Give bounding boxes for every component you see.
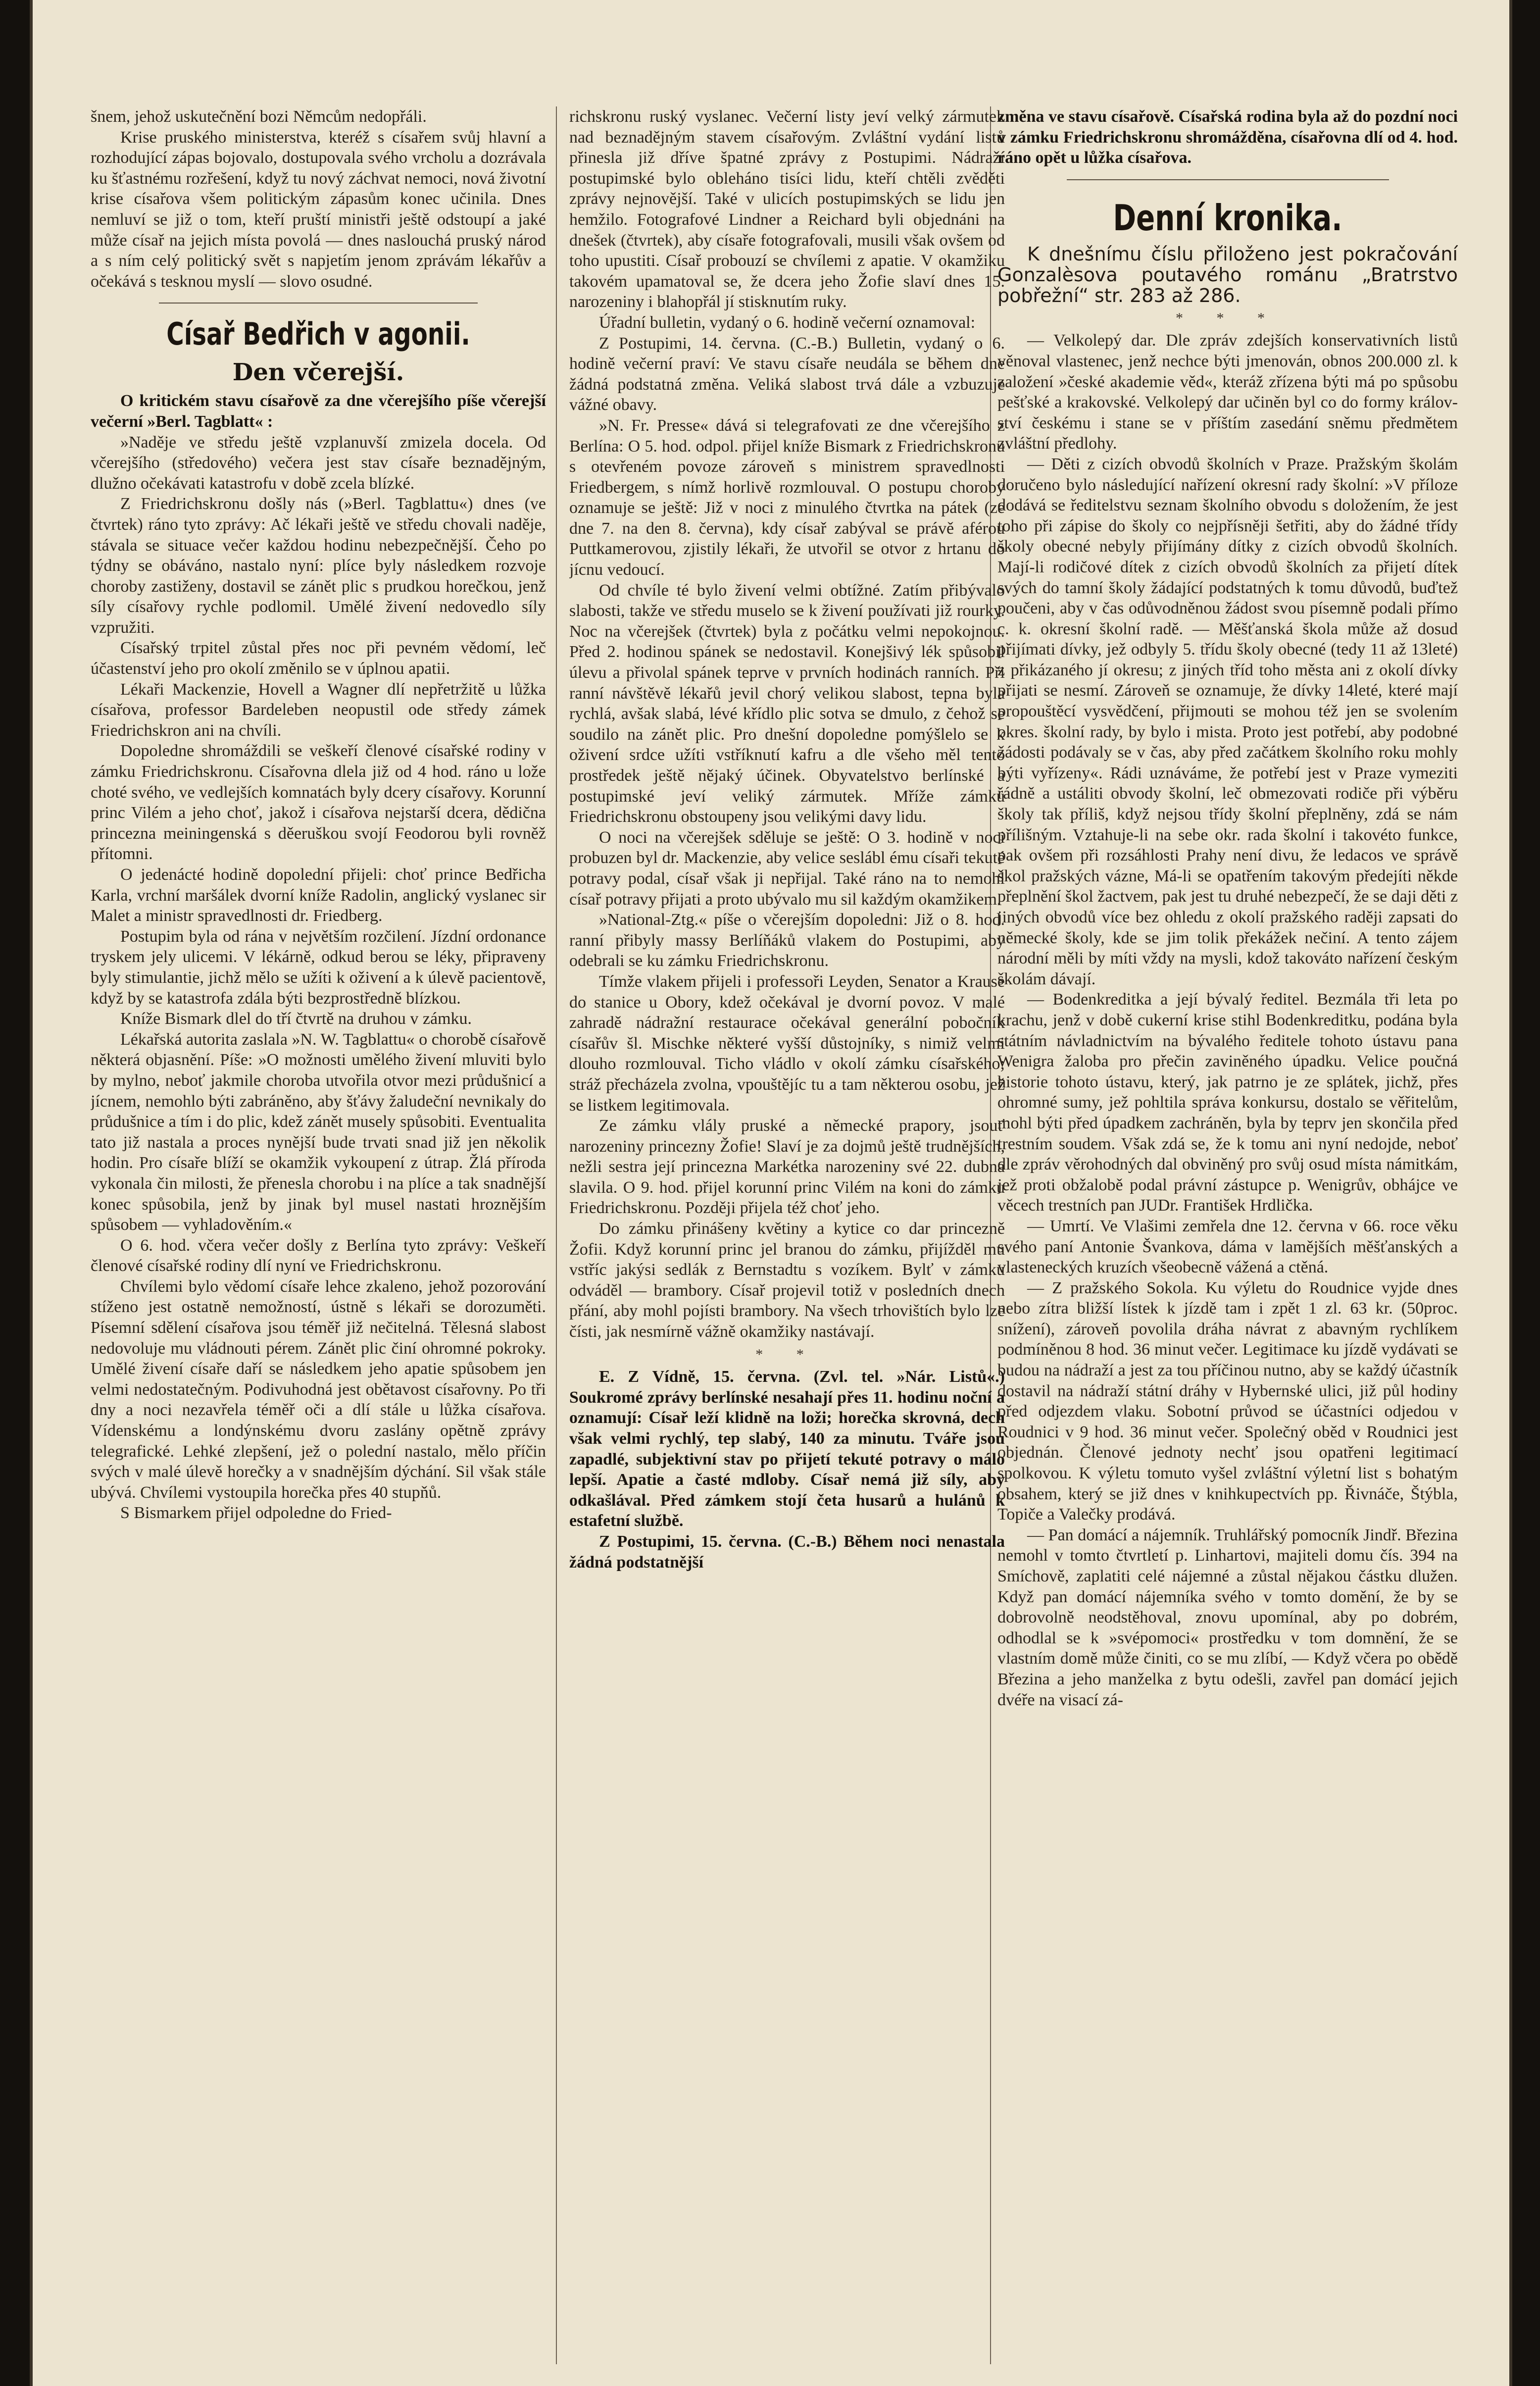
section-stars: * * * — [1176, 309, 1280, 326]
paragraph: O 6. hod. včera večer došly z Berlína tyto zprávy: Veškeří členové císařské rodiny dlí nyní ve Friedrichskronu. — [91, 1236, 546, 1275]
paragraph: »Naděje ve středu ještě vzplanuvší zmizela docela. Od včerejšího (středového) večera jest stav císaře beznadějným, dlužno očekávati katastrofu v době zcela blízké. — [91, 433, 546, 493]
paragraph: richskronu ruský vyslanec. Večerní listy jeví velký zármutek nad beznadějným stavem císařovým. Zvláštní vydání listů přinesla již dříve špatné zprávy z Postupimi. Nádraží postupimské bylo obleháno tisíci lidu, kteří chtěli zvěděti zprávy nejnovější. Také v ulicích postupimských se lidu jen hemžilo. Fotografové Lindner a Reichard byli objednáni na dnešek (čtvrtek), aby císaře fotografovali, musili však ovšem od toho upustiti. Císař probouzí se chvílemi z apatie. V okamžiku takovém upamatoval se, že dcera jeho Žofie slaví dnes 15. narozeniny i blahopřál jí stisknutím ruky. — [569, 107, 1005, 311]
paragraph: O jedenácté hodině dopolední přijeli: choť prince Bedřicha Karla, vrchní maršálek dvorní kníže Radolin, anglický vyslanec sir Malet a ministr spravedlnosti dr. Friedberg. — [91, 865, 546, 925]
paragraph: Z Postupimi, 15. června. (C.-B.) Během noci nenastala žádná podstatnější — [569, 1532, 1005, 1572]
headline: Císař Bedřich v agonii. — [166, 316, 470, 353]
paragraph: E. Z Vídně, 15. června. (Zvl. tel. »Nár. Listů«.) Soukromé zprávy berlínské nesahají přes 11. hodinu noční a oznamují: Císař leží klidně na loži; horečka skrovná, dech však velmi rychlý, tep slabý, 140 za minutu. Tváře jsou zapadlé, subjektivní stav po přijetí tekuté potravy o málo lepší. Apatie a časté mdloby. Císař nemá již síly, aby odkašlával. Před zámkem stojí četa husarů a hulánů k estafetní službě. — [569, 1368, 1005, 1530]
page-edge-left — [30, 0, 33, 2386]
news-item: — Pan domácí a nájemník. Truhlářský pomocník Jindř. Březina nemohl v tomto čtvrtletí p. Linhartovi, majiteli domu čís. 394 na Smíchově, zaplatiti celé nájemné a zůstal nějakou částku dlužen. Když pan domácí nájemníka svého v tomto domění, že by se dobrovolně neodstěhoval, znovu upomínal, aby po dobrém, odhodlal se k »svépomoci« prostředku v tom domnění, že se vlastním domě může činiti, co se mu zlíbí, — Když včera po obědě Březina a jeho manželka z bytu odešli, zavřel pan domácí jejich dvéře na visací zá- — [997, 1525, 1458, 1709]
newspaper-page — [30, 0, 1512, 2386]
paragraph: »National-Ztg.« píše o včerejším dopoledni: Již o 8. hod. ranní přibyly massy Berlíňáků vlakem do Postupimi, aby odebrali se ku zámku Friedrichskronu. — [569, 911, 1005, 970]
paragraph: Postupim byla od rána v největším rozčilení. Jízdní ordonance tryskem jely ulicemi. V lékárně, odkud berou se léky, připraveny byly stimulantie, jichž mělo se užíti k oživení a k úlevě pacientově, když by se katastrofa zdála býti bezprostředně blízkou. — [91, 927, 546, 1008]
paragraph: Z Friedrichskronu došly nás (»Berl. Tagblattu«) dnes (ve čtvrtek) ráno tyto zprávy: Ač lékaři ještě ve středu chovali naděje, stávala se situace večer každou hodinu nebezpečnější. Čeho po týdny se obáváno, nastalo nyní: plíce byly následkem rozvoje choroby zastiženy, dostavil se zánět plic s prudkou horečkou, jenž síly císařovy rychle podlomil. Umělé živení nedovedlo síly vzpružiti. — [91, 495, 546, 637]
column-2 — [569, 106, 1005, 2344]
paragraph: šnem, jehož uskutečnění bozi Němcům nedopřáli. — [91, 107, 427, 126]
paragraph: Do zámku přinášeny květiny a kytice co dar princezně Žofii. Když korunní princ jel branou do zámku, přijížděl mu vstříc jakýsi sedlák z Bernstadtu s vozíkem. Bylť v zámku odváděl — brambory. Císař projevil totiž v posledních dnech přání, aby mohl pojísti brambory. Na všech trhovištích bylo lze čísti, jak nesmírně vážně okamžiky nastávají. — [569, 1219, 1005, 1341]
paragraph: Úřadní bulletin, vydaný o 6. hodině večerní oznamoval: — [599, 313, 976, 332]
section-stars: * * — [755, 1346, 819, 1363]
paragraph: Dopoledne shromáždili se veškeří členové císařské rodiny v zámku Friedrichskronu. Císařovna dlela již od 4 hod. ráno u lože choté svého, ve vedlejších komnatách byly dcery císařovy. Korunní princ Vilém a jeho choť, jakož i císařova nejstarší dcera, dědična princezna meiningenská s děeruškou svojí Feodorou byli rovněž přítomni. — [91, 742, 546, 863]
news-item: — Z pražského Sokola. Ku výletu do Roudnice vyjde dnes nebo zítra bližší lístek k jízdě tam i zpět 1 zl. 63 kr. (50proc. snížení), zároveň povolila dráha návrat z abavným rychlíkem podmíněnou 8 hod. 36 minut večer. Legitimace ku jízdě vydávati se budou na nádraží a jest za tou příčinou nutno, aby se každý účastník dostavil na nádraží státní dráhy v Hybernské ulici, již půl hodiny před odjezdem vlaku. Sobotní průvod se účastníci odjedou v Roudnici v 9 hod. 36 minut večer. Společný oběd v Roudnici jest objednán. Členové jednoty nechť jsou opatřeni legitimací spolkovou. K výletu tomuto vyšel zvláštní výletní list s bohatým obsahem, který se již dnes v knihkupectvích pp. Řivnáče, Štýbla, Topiče a Valečky prodává. — [997, 1278, 1458, 1524]
news-item: — Velkolepý dar. Dle zpráv zdejších konservativních listů věnoval vlastenec, jenž nechce býti jmenován, obnos 200.000 zl. k založení »české akademie věd«, kteráž zřízena býti má po spůsobu pešťské a krakovské. Velkolepý dar učiněn byl co do formy království českému i stane se v příštím zasedání sněmu předmětem zvláštní předlohy. — [997, 331, 1458, 453]
paragraph: Lékaři Mackenzie, Hovell a Wagner dlí nepřetržitě u lůžka císařova, professor Bardeleben neopustil ode středy zámek Friedrichskron ani na chvíli. — [91, 680, 546, 740]
paragraph: Císařský trpitel zůstal přes noc při pevném vědomí, leč účastenství jeho pro okolí změnilo se v úplnou apatii. — [91, 639, 546, 678]
paragraph: »N. Fr. Presse« dává si telegrafovati ze dne včerejšího z Berlína: O 5. hod. odpol. přijel kníže Bismark z Friedrichskronu s otevřeném povoze zároveň s ministrem spravedlnosti Friedbergem, s nímž horlivě rozmlouval. O postupu choroby oznamuje se ještě: Již v noci z minulého čtvrtka na pátek (ze dne 7. na den 8. června), kdy císař zabýval se právě aférou Puttkamerovou, zjistily lékaři, že utvořil se otvor z hrtanu do jícnu vedoucí. — [569, 416, 1005, 579]
paragraph: O kritickém stavu císařově za dne včerejšího píše včerejší večerní »Berl. Tagblatt« : — [91, 392, 546, 431]
paragraph: Tímže vlakem přijeli i professoři Leyden, Senator a Krause do stanice u Obory, kdež očekával je dvorní povoz. V malé zahradě nádražní restaurace očekával generální pobočník císařův šl. Mischke některé vyšší důstojníky, s nimiž velmi dlouho rozmlouval. Ticho vládlo v okolí zámku císařského; stráž přecházela zvolna, vpouštějíc tu a tam některou osobu, jež se listkem legitimovala. — [569, 972, 1005, 1115]
supplement-notice: K dnešnímu číslu přiloženo jest pokračování Gonzalèsova poutavého románu „Bratrstvo pobřežní“ str. 283 až 286. — [997, 243, 1458, 306]
subheadline: Den včerejší. — [232, 358, 404, 387]
paragraph: změna ve stavu císařově. Císařská rodina byla až do pozdní noci v zámku Friedrichskronu shromážděna, císařovna dlí od 4. hod. ráno opět u lůžka císařova. — [997, 107, 1458, 167]
paragraph: O noci na včerejšek sděluje se ještě: O 3. hodině v noci probuzen byl dr. Mackenzie, aby velice seslábl ému císaři tekuté potravy podal, císař však ji nepřijal. Také ráno na to nemohl císař potravy přijati a proto ubývalo mu sil každým okamžikem. — [569, 828, 1005, 909]
headline: Denní kronika. — [1113, 197, 1342, 239]
paragraph: Od chvíle té bylo živení velmi obtížné. Zatím přibývalo slabosti, takže ve středu muselo se k živení používati již rourky. Noc na včerejšek (čtvrtek) byla z počátku velmi nepokojnou. Před 2. hodinou spánek se nedostavil. Konejšivý lék spůsobil úlevu a přivolal spánek teprve v prvních hodinách ranních. Při ranní návštěvě lékařů jevil chorý velikou slabost, tepna byla rychlá, avšak slabá, lévé křídlo plic sotva se dmulo, z čehož se soudilo na zánět plic. Pro dnešní dopoledne pomýšlelo se k oživení srdce užíti vstříknutí kafru a dle všeho měl tento prostředek ještě nějaký účinek. Obyvatelstvo berlínské a postupimské jeví veliký zármutek. Mříže zámku Friedrichskronu obstoupeny jsou velikými davy lidu. — [569, 581, 1005, 826]
paragraph: Chvílemi bylo vědomí císaře lehce zkaleno, jehož pozorování stíženo jest ostatně nemožností, ústně s lékaři se dorozuměti. Písemní sdělení císařova jsou téměř již nečitelná. Tělesná slabost nedovoluje mu vládnouti pérem. Zánět plic činí ohromné pokroky. Umělé živení císaře daří se následkem jeho apatie spůsobem jen velmi nedostatečným. Podivuhodná jest obětavost císařovny. Po tři dny a noci nezavřela téměř oči a dlí stále u lůžka císařova. Vídenskému a londýnskému dvoru zaslány opětně zprávy telegrafické. Lehké zlepšení, jež o polední nastalo, mělo příčin svých v malé úlevě horečky a v snadnějším dýchání. Sil však stále ubývá. Chvílemi vystoupila horečka přes 40 stupňů. — [91, 1277, 546, 1502]
news-item: — Bodenkreditka a její bývalý ředitel. Bezmála tři leta po krachu, jenž v době cukerní krise stihl Bodenkreditku, podána byla státním návladnictvím na bývalého ředitele tohoto ústavu pana Wenigra žaloba pro přečin zaviněného úpadku. Velice poučná historie tohoto ústavu, který, jak patrno je ze splátek, jichž, přes ohromné sumy, jež pohltila správa konkursu, dostalo se věřitelům, mohl býti před úpadkem zachráněn, byla by teprv jen skončila před trestním soudem. Však zdá se, že k tomu ani nyní nedojde, neboť dle zpráv věrohodných dal obviněný pro svůj osud místa námitkám, jež proti obžalobě podal právní zástupce p. Wenigrův, obhájce ve věcech trestních pan JUDr. František Hrdlička. — [997, 990, 1458, 1215]
news-item: — Děti z cizích obvodů školních v Praze. Pražským školám doručeno bylo následující nařízení okresní rady školní: »V příloze dodává se ředitelstvu seznam školního obvodu s doložením, že jest toho při zápise do školy co nejpřísněji šetřiti, aby do žádné třídy školy obecné nebyly přijímány dítky z cizích obvodů školních. Mají-li rodičové dítek z cizích obvodů školních za přijetí dítek svých do tamní školy žádající podstatných k tomu důvodů, buďtež poučeni, aby v čas odůvodněnou žádost svou písemně podali přímo c. k. okresní školní radě. — Měšťanská škola může až dosud přijímati dívky, jež odbyly 5. třídu školy obecné (tedy 11 až 13leté) z přikázaného jí okresu; z jiných tříd toho města ani z okolí dívky přijati se nesmí. Zároveň se oznamuje, že dívky 14leté, které mají propouštěcí vysvědčení, přijmouti se mohou též jen se svolením okres. školní rady, by bylo i mista. Proto jest potřebí, aby podobné žádosti podávaly se v čas, aby před začátkem školního roku mohly býti vyřízeny«. Rádi uznáváme, že potřebí jest v Praze vymeziti řádně a ustáliti obvody školní, leč obmezovati rodiče při výběru školy tak příliš, když nejsou třídy školní přeplněny, zdá se nám přílišným. Vztahuje-li na sebe okr. rada školní i takovéto funkce, pak ovšem při rozsáhlosti Prahy není divu, že ledacos ve správě škol pražských vázne, Má-li se opatřením takovým předejíti někde přeplnění škol žactvem, pak jest tu druhé nebezpečí, že se daji děti z jiných obvodů více bez ohledu z okolí pražského raději zapsati do německé školy, kde se jim tolik překážek nečiní. A tento zájem národní měli by míti vždy na mysli, kdož takováto nařízení českým školám dávají. — [997, 455, 1458, 988]
page-edge-right — [1509, 0, 1512, 2386]
paragraph: S Bismarkem přijel odpoledne do Fried- — [120, 1504, 392, 1523]
paragraph: Z Postupimi, 14. června. (C.-B.) Bulletin, vydaný o 6. hodině večerní praví: Ve stavu císaře neudála se během dne žádná podstatná změna. Veliká slabost trvá dále a vzbuzuje vážné obavy. — [569, 334, 1005, 414]
paragraph: Lékařská autorita zaslala »N. W. Tagblattu« o chorobě císařově některá objasnění. Píše: »O možnosti umělého živení mluviti bylo by mylno, neboť jakmile choroba utvořila otvor mezi průdušnicí a jícnem, nemohlo býti zabráněno, aby šťávy žaludeční nevnikaly do průdušnice a tím i do plic, kdež zánět musely spůsobiti. Eventualita tato již nastala a proces nynější bude trvati snad již jen několik hodin. Pro císaře blíží se okamžik vykoupení z útrap. Žlá příroda vykonala čin milosti, že přenesla chorobu i na plíce a tak snadnější konec spůsobila, jenž by jinak byl musel nastati hroznějším spůsobem — vyhladověním.« — [91, 1030, 546, 1234]
paragraph: Ze zámku vlály pruské a německé prapory, jsouť narozeniny princezny Žofie! Slaví je za dojmů ještě trudnějších, nežli sestra její princezna Markétka narozeniny své 22. dubna slavila. O 9. hod. přijel korunní princ Vilém na koni do zámku Friedrichskronu. Později přijela též choť jeho. — [569, 1117, 1005, 1218]
section-separator — [159, 303, 478, 304]
section-separator — [1067, 179, 1389, 180]
column-1 — [91, 106, 546, 2344]
paragraph: Krise pruského ministerstva, kteréž s císařem svůj hlavní a rozhodující zápas bojovalo, dostupovala svého vrcholu a dozrávala ku šťastnému rozřešení, když tu nový záchvat nemoci, nová životní krise císařova všem politickým zápasům konec učinila. Dnes nemluví se již o tom, kteří pruští ministři ještě odstoupí a jaké může císař na jejich místa povolá — dnes naslouchá pruský národ a s ním celý politický svět s napjetím jenom zprávám lékařův a očekává s tesknou myslí — slovo osudné. — [91, 128, 546, 291]
column-3 — [997, 106, 1458, 2344]
column-rule — [556, 106, 557, 2364]
paragraph: Kníže Bismark dlel do tří čtvrtě na druhou v zámku. — [120, 1010, 472, 1028]
news-item: — Umrtí. Ve Vlašimi zemřela dne 12. června v 66. roce věku svého paní Antonie Švankova, dáma v lamějších měšťanských a vlasteneckých kruzích všeobecně vážená a ctěná. — [997, 1217, 1458, 1277]
